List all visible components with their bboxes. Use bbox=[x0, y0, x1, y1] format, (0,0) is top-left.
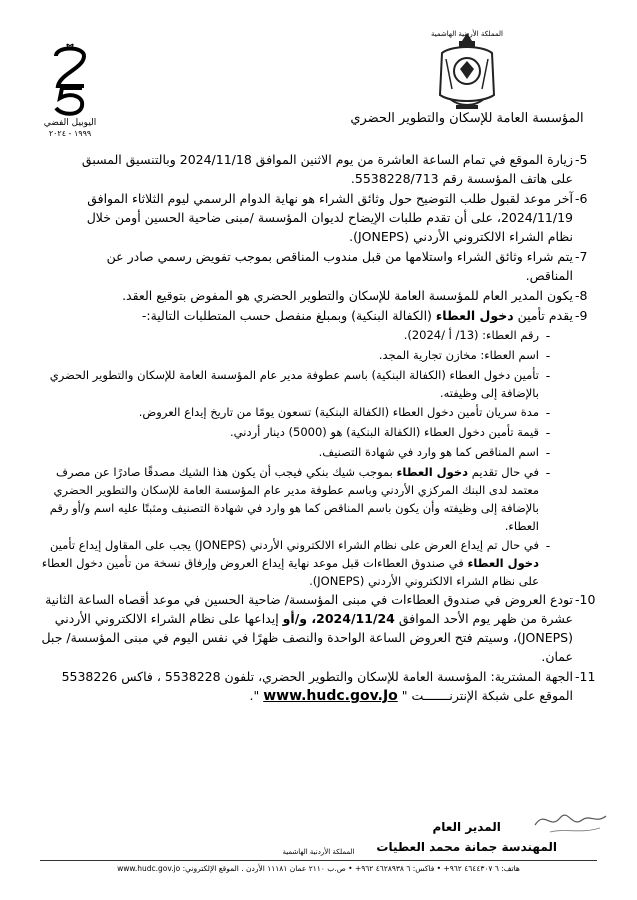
clause-line: زيارة الموقع في تمام الساعة العاشرة من يوم الاثنين الموافق 2024/11/18 وبالتنسيق المسبق bbox=[81, 152, 573, 167]
clause-number: -11 bbox=[575, 669, 596, 684]
signatory-title: المدير العام bbox=[432, 820, 501, 834]
clause-9 bbox=[40, 306, 597, 325]
clause-text: (الكفالة البنكية) وبمبلغ منفصل حسب المتطلبات التالية:- bbox=[141, 308, 436, 323]
list-item: - تأمين دخول العطاء (الكفالة البنكية) باسم عطوفة مدير عام المؤسسة العامة للإسكان والتطوير الحضري بالإضافة إلى وظيفته. bbox=[49, 368, 551, 400]
clause-7 bbox=[40, 247, 597, 285]
clause-line: آخر موعد لقبول طلب التوضيح حول وثائق الشراء هو نهاية الدوام الرسمي ليوم الثلاثاء الموافق bbox=[87, 191, 573, 206]
clause-line: نظام الشراء الالكتروني الأردني (JONEPS). bbox=[349, 229, 573, 244]
clause-11: -11 الجهة المشترية: المؤسسة العامة للإسكان والتطوير الحضري، تلفون 5538228 ، فاكس 5538226 الموقع على شبكة الإنترنـــــــت " www.hudc.gov.Jo ". bbox=[61, 669, 596, 704]
clause-8 bbox=[40, 286, 597, 305]
clause-number: -10 bbox=[575, 592, 596, 607]
institution-crest-block bbox=[327, 25, 607, 126]
clause-text: يقدم تأمين bbox=[513, 308, 573, 323]
clause-line: على هاتف المؤسسة رقم 5538228/713. bbox=[350, 171, 573, 186]
royal-crest-icon bbox=[432, 25, 502, 115]
clause-line: المناقص. bbox=[525, 268, 573, 283]
list-item: - قيمة تأمين دخول العطاء (الكفالة البنكية) هو (5000) دينار أردني. bbox=[230, 425, 551, 440]
website-link[interactable]: www.hudc.gov.Jo bbox=[263, 688, 398, 704]
org-name: المؤسسة العامة للإسكان والتطوير الحضري bbox=[350, 111, 584, 126]
letterhead bbox=[0, 0, 637, 150]
clause-line: 2024/11/19، على أن تقدم طلبات الإيضاح لديوان المؤسسة /مبنى ضاحية الحسين أومن خلال bbox=[86, 210, 573, 225]
silver-jubilee-logo bbox=[40, 40, 100, 140]
footer-divider bbox=[40, 860, 597, 861]
clause-line: يتم شراء وثائق الشراء واستلامها من قبل مندوب المناقص بموجب تفويض رسمي صادر عن bbox=[106, 249, 573, 264]
clause-number: -8 bbox=[575, 288, 588, 303]
clause-number: -5 bbox=[575, 152, 588, 167]
jubilee-label: اليوبيل الفضي bbox=[43, 118, 97, 128]
footer-country: المملكة الأردنية الهاشمية bbox=[282, 848, 355, 856]
clause-number: -7 bbox=[575, 249, 588, 264]
jubilee-25-emblem-icon bbox=[40, 40, 100, 118]
clause-bold-text: دخول العطاء bbox=[435, 308, 514, 323]
clause-number: -9 bbox=[575, 308, 588, 323]
clause-6 bbox=[40, 189, 597, 246]
list-item: - اسم المناقص كما هو وارد في شهادة التصنيف. bbox=[318, 445, 551, 460]
jubilee-years: ١٩٩٩ - ٢٠٢٤ bbox=[48, 129, 92, 138]
signatory-name: المهندسة جمانة محمد العطيات bbox=[376, 840, 557, 854]
clause-5 bbox=[40, 150, 597, 188]
list-item: - رقم العطاء: (13/ أ /2024). bbox=[403, 328, 551, 343]
list-item: - اسم العطاء: مخازن تجارية المجد. bbox=[378, 348, 551, 363]
list-item-joneps: - في حال تم إيداع العرض على نظام الشراء الالكتروني الأردني (JONEPS) يجب على المقاول إيداع تأمين دخول العطاء في صندوق العطاءات قبل موعد نهاية إيداع العروض وإرفاق نسخة من تأمين دخول العطاء على نظام الشراء الالكتروني الأردني (JONEPS). bbox=[41, 538, 551, 588]
bid-bond-requirements bbox=[40, 326, 577, 590]
clause-10: -10 تودع العروض في صندوق العطاءات في مبنى المؤسسة/ ضاحية الحسين في موعد أقصاه الساعة الثانية عشرة من ظهر يوم الأحد الموافق 2024/11/24، و/أو إيداعها على نظام الشراء الالكتروني الأردني (JONEPS)، وسيتم فتح العروض الساعة الواحدة والنصف ظهرًا في نفس اليوم في مبنى المؤسسة/ جبل عمان. bbox=[41, 592, 596, 664]
list-item: - مدة سريان تأمين دخول العطاء (الكفالة البنكية) تسعون يومًا من تاريخ إيداع العروض. bbox=[138, 405, 551, 420]
kingdom-label: المملكة الأردنية الهاشمية bbox=[430, 30, 504, 38]
clause-line: يكون المدير العام للمؤسسة العامة للإسكان والتطوير الحضري هو المفوض بتوقيع العقد. bbox=[122, 288, 573, 303]
clause-number: -6 bbox=[575, 191, 588, 206]
list-item-cheque: - في حال تقديم دخول العطاء بموجب شيك بنكي فيجب أن يكون هذا الشيك مصدقًا صادرًا عن مصرف معتمد لدى البنك المركزي الأردني وباسم عطوفة مدير عام المؤسسة العامة للإسكان والتطوير الحضري بالإضافة إلى وظيفته وأن يكون باسم المناقص كما هو وارد في شهادة التصنيف ومثبتًا عليه اسم و/أو رقم العطاء. bbox=[49, 465, 551, 533]
document-body bbox=[40, 150, 597, 707]
footer-contact: هاتف: ٦ ٤٦٤٤٣٠٧ ٩٦٢+ • فاكس: ٦ ٤٦٢٨٩٣٨ ٩٦٢+ • ص.ب ٢١١٠ عمان ١١١٨١ الأردن . الموقع الإلكتروني: www.hudc.gov.jo bbox=[117, 864, 520, 873]
